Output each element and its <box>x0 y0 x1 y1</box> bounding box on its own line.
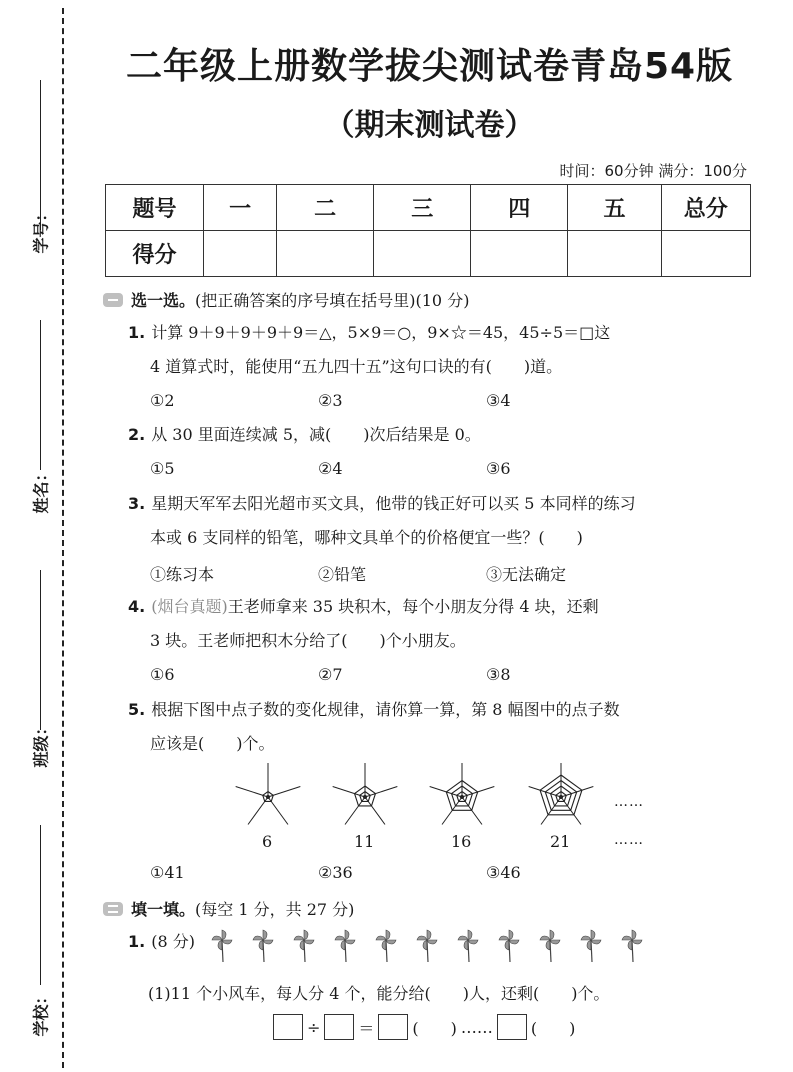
pentagon-figure-1 <box>236 763 301 825</box>
pentagon-figure-2 <box>333 763 398 825</box>
answer-box[interactable] <box>378 1014 408 1040</box>
figure-ellipsis: …… <box>614 794 644 810</box>
score-cell[interactable] <box>471 231 568 277</box>
question-3-line-2: 本或 6 支同样的铅笔，哪种文具单个的价格便宜一些？( ) <box>150 528 583 547</box>
remainder-dots: …… <box>460 1017 493 1037</box>
question-number: 1. <box>128 932 146 951</box>
score-header-row <box>106 185 751 231</box>
pinwheel-icon <box>253 930 273 962</box>
source-tag: (烟台真题) <box>151 597 228 616</box>
question-text: 从 30 里面连续减 5，减( )次后结果是 0。 <box>151 425 481 444</box>
question-text: 王老师拿来 35 块积木，每个小朋友分得 4 块，还剩 <box>227 597 599 616</box>
score-cell[interactable] <box>374 231 471 277</box>
section-two-icon <box>103 902 123 916</box>
dot-pattern-figures <box>220 762 620 832</box>
fill-question-1-part-1: (1)11 个小风车，每人分 4 个，能分给( )人，还剩( )个。 <box>148 984 610 1003</box>
score-header-cell: 总分 <box>661 185 750 231</box>
figure-center-dot <box>559 795 563 799</box>
option[interactable]: ①6 <box>150 665 175 684</box>
section-2-title: 填一填。 <box>131 900 196 919</box>
question-number: 2. <box>128 425 146 444</box>
dashed-cut-line <box>62 8 64 1068</box>
binding-margin <box>0 0 66 1072</box>
question-5-line-2: 应该是( )个。 <box>150 734 275 753</box>
school-line <box>40 825 41 985</box>
question-5 <box>128 700 620 720</box>
option[interactable]: ①2 <box>150 391 175 410</box>
divide-sign: ÷ <box>307 1017 321 1037</box>
figure-label: 21 <box>550 832 571 851</box>
question-number: 1. <box>128 323 146 342</box>
option[interactable]: ③6 <box>486 459 511 478</box>
question-text: 计算 9＋9＋9＋9＋9＝△，5×9＝○，9×☆＝45，45÷5＝□这 <box>151 323 611 342</box>
pinwheel-icon <box>581 930 601 962</box>
figure-center-dot <box>363 795 367 799</box>
answer-box[interactable] <box>273 1014 303 1040</box>
option[interactable]: ①41 <box>150 863 185 882</box>
class-label: 班级： <box>31 719 51 768</box>
score-header-cell: 题号 <box>106 185 204 231</box>
option[interactable]: ②3 <box>318 391 343 410</box>
fill-question-1 <box>128 932 195 952</box>
page-title: 二年级上册数学拔尖测试卷青岛54版 <box>125 46 734 87</box>
figure-label: 16 <box>451 832 472 851</box>
score-value-row <box>106 231 751 277</box>
name-line <box>40 320 41 470</box>
score-header-cell: 四 <box>471 185 568 231</box>
pinwheel-icon <box>376 930 396 962</box>
score-header-cell: 二 <box>277 185 374 231</box>
unit-blank[interactable]: ( ) <box>530 1018 576 1038</box>
score-cell[interactable] <box>277 231 374 277</box>
question-2 <box>128 425 481 445</box>
pinwheel-icon <box>622 930 642 962</box>
option[interactable]: ③4 <box>486 391 511 410</box>
figure-label: 6 <box>262 832 273 851</box>
pinwheel-row <box>208 926 658 966</box>
question-3 <box>128 494 636 514</box>
pinwheel-icon <box>540 930 560 962</box>
option[interactable]: ②4 <box>318 459 343 478</box>
unit-blank[interactable]: ( ) <box>412 1018 457 1038</box>
figure-center-dot <box>460 795 464 799</box>
option[interactable]: ②铅笔 <box>318 565 367 584</box>
question-4-line-2: 3 块。王老师把积木分给了( )个小朋友。 <box>150 631 466 650</box>
pinwheel-icon <box>335 930 355 962</box>
page-subtitle: （期末测试卷） <box>324 108 535 143</box>
question-text: 根据下图中点子数的变化规律，请你算一算，第 8 幅图中的点子数 <box>151 700 620 719</box>
option[interactable]: ②36 <box>318 863 353 882</box>
pinwheel-icon <box>499 930 519 962</box>
section-2-note: (每空 1 分，共 27 分) <box>195 900 355 919</box>
question-number: 4. <box>128 597 146 616</box>
school-label: 学校： <box>31 988 51 1037</box>
question-number: 3. <box>128 494 146 513</box>
pinwheel-icon <box>417 930 437 962</box>
question-1 <box>128 323 610 343</box>
option[interactable]: ②7 <box>318 665 343 684</box>
score-header-cell: 一 <box>204 185 277 231</box>
section-1-header <box>103 288 469 311</box>
score-row-label: 得分 <box>106 231 204 277</box>
score-cell[interactable] <box>568 231 661 277</box>
figure-label: 11 <box>354 832 375 851</box>
section-1-title: 选一选。 <box>131 291 196 310</box>
pentagon-figure-4 <box>529 763 594 825</box>
question-1-line-2: 4 道算式时，能使用“五九四十五”这句口诀的有( )道。 <box>150 357 563 376</box>
score-header-cell: 三 <box>374 185 471 231</box>
name-label: 姓名： <box>31 465 51 514</box>
score-cell[interactable] <box>661 231 750 277</box>
id-label: 学号： <box>31 205 51 254</box>
question-4 <box>128 597 599 617</box>
question-points: (8 分) <box>151 932 195 951</box>
division-equation <box>271 1014 577 1040</box>
question-text: 星期天军军去阳光超市买文具，他带的钱正好可以买 5 本同样的练习 <box>151 494 636 513</box>
equals-sign: ＝ <box>358 1018 375 1038</box>
exam-meta: 时间：60分钟 满分：100分 <box>559 162 747 180</box>
pinwheel-icon <box>294 930 314 962</box>
option[interactable]: ③46 <box>486 863 521 882</box>
score-cell[interactable] <box>204 231 277 277</box>
section-2-header <box>103 897 354 920</box>
score-header-cell: 五 <box>568 185 661 231</box>
figure-center-dot <box>266 795 270 799</box>
section-1-note: (把正确答案的序号填在括号里)(10 分) <box>195 291 470 310</box>
option[interactable]: ①5 <box>150 459 175 478</box>
option[interactable]: ①练习本 <box>150 565 215 584</box>
answer-box[interactable] <box>324 1014 354 1040</box>
pentagon-figure-3 <box>430 763 495 825</box>
section-one-icon <box>103 293 123 307</box>
class-line <box>40 570 41 730</box>
score-table <box>105 184 751 277</box>
pinwheel-icon <box>212 930 232 962</box>
question-number: 5. <box>128 700 146 719</box>
answer-box[interactable] <box>497 1014 527 1040</box>
option[interactable]: ③无法确定 <box>486 565 567 584</box>
label-ellipsis: …… <box>614 832 644 848</box>
pinwheel-icon <box>458 930 478 962</box>
option[interactable]: ③8 <box>486 665 511 684</box>
